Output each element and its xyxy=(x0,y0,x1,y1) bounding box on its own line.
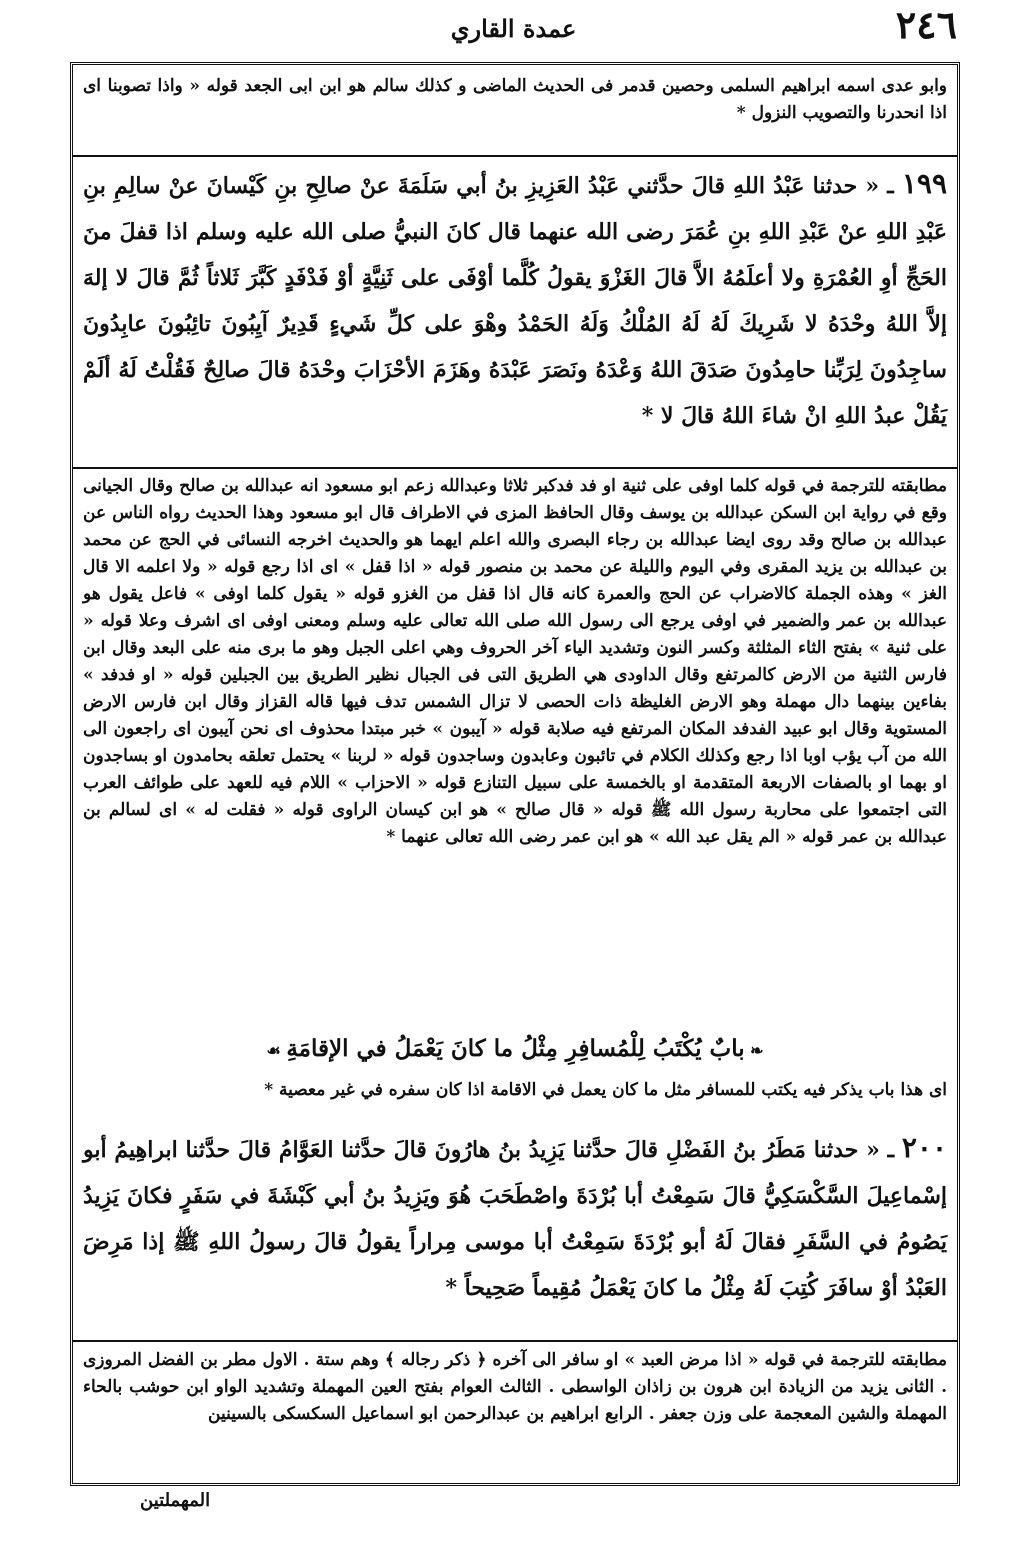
commentary-block-2 xyxy=(83,473,947,851)
hadith-number: ٢٠٠ xyxy=(901,1131,947,1164)
book-title: عمدة القاري xyxy=(450,14,577,43)
commentary-block-3 xyxy=(83,1347,947,1428)
chapter-description xyxy=(83,1077,947,1104)
chapter-heading xyxy=(73,1035,957,1062)
divider xyxy=(73,467,957,469)
ornament-icon: ☙ xyxy=(266,1041,287,1060)
chapter-title: بابٌ يُكْتَبُ لِلْمُسافِرِ مِثْلُ ما كانَ يَعْمَلُ في الإقامَةِ xyxy=(286,1035,745,1062)
commentary-text: اى هذا باب يذكر فيه يكتب للمسافر مثل ما كان يعمل في الاقامة اذا كان سفره في غير معصية * xyxy=(264,1080,947,1100)
page-header xyxy=(70,4,957,56)
ornament-icon: ❧ xyxy=(744,1041,764,1060)
hadith-number: ١٩٩ xyxy=(901,167,947,200)
hadith-paragraph: ١٩٩ ـ « حدثنا عَبْدُ اللهِ قالَ حدَّثني عَبْدُ العَزِيزِ بنُ أبي سَلَمَةَ عنْ صالِحِ بنِ كَيْسانَ عنْ سالِمِ بنِ عَبْدِ اللهِ عنْ عَبْدِ اللهِ بنِ عُمَرَ رضى الله عنهما قال كانَ النبيُّ صلى الله عليه وسلم اذا قفلَ منَ الحَجِّ أوِ العُمْرَةِ ولا أعلَمُهُ الاَّ قالَ الغَزْوَ يقولُ كُلَّما أوْفَى على ثَنِيَّةٍ أوْ فَدْفَدٍ كَبَّرَ ثَلاثاً ثُمَّ قالَ لا إلهَ إلاَّ اللهُ وحْدَهُ لا شَرِيكَ لَهُ لَهُ المُلْكُ وَلَهُ الحَمْدُ وهْوَ على كلِّ شَيءٍ قَدِيرٌ آيِبُونَ تائِبُونَ عابِدُونَ ساجِدُونَ لِرَبِّنا حامِدُونَ صَدَقَ اللهُ وَعْدَهُ ونَصَرَ عَبْدَهُ وهَزَمَ الأحْزَابَ وحْدَهُ قالَ صالِحٌ فَقُلْتُ لَهُ ألَمْ يَقُلْ عبدُ اللهِ انْ شاءَ اللهُ قالَ لا * xyxy=(83,167,947,429)
hadith-lead: حدثنا xyxy=(813,1137,859,1163)
hadith-200 xyxy=(83,1125,947,1311)
page-frame xyxy=(70,62,960,1486)
hadith-199 xyxy=(83,161,947,439)
hadith-paragraph: ٢٠٠ ـ « حدثنا مَطَرُ بنُ الفَضْلِ قالَ حدَّثنا يَزِيدُ بنُ هارُونَ قالَ حدَّثنا العَوَّامُ قالَ حدَّثنا ابراهِيمُ أبو إسْماعِيلَ السَّكْسَكِيُّ قالَ سَمِعْتُ أبا بُرْدَةَ واصْطَحَبَ هُوَ ويَزِيدُ بنُ أبي كَبْشَةَ في سَفَرٍ فكانَ يَزِيدُ يَصُومُ في السَّفَرِ فقالَ لَهُ أبو بُرْدَةَ سَمِعْتُ أبا موسى مِراراً يقولُ قالَ رسولُ اللهِ ﷺ إذا مَرِضَ العَبْدُ أوْ سافَرَ كُتِبَ لَهُ مِثْلُ ما كانَ يَعْمَلُ مُقِيماً صَحِيحاً * xyxy=(83,1131,947,1301)
commentary-text: وابو عدى اسمه ابراهيم السلمى وحصين قدمر فى الحديث الماضى و كذلك سالم هو ابن ابى الجعد قوله « واذا تصوبنا اى اذا انحدرنا والتصويب النزول * xyxy=(83,76,947,123)
commentary-block-1 xyxy=(83,73,947,127)
catchword: المهملتين xyxy=(140,1490,211,1511)
divider xyxy=(73,1340,957,1342)
divider xyxy=(73,155,957,157)
hadith-lead: حدثنا xyxy=(812,173,858,199)
hadith-text: عَبْدُ اللهِ قالَ حدَّثني عَبْدُ العَزِيزِ بنُ أبي سَلَمَةَ عنْ صالِحِ بنِ كَيْسانَ عنْ سالِمِ بنِ عَبْدِ اللهِ عنْ عَبْدِ اللهِ بنِ عُمَرَ رضى الله عنهما قال كانَ النبيُّ صلى الله عليه وسلم اذا قفلَ منَ الحَجِّ أوِ العُمْرَةِ ولا أعلَمُهُ الاَّ قالَ الغَزْوَ يقولُ كُلَّما أوْفَى على ثَنِيَّةٍ أوْ فَدْفَدٍ كَبَّرَ ثَلاثاً ثُمَّ قالَ لا إلهَ إلاَّ اللهُ وحْدَهُ لا شَرِيكَ لَهُ لَهُ المُلْكُ وَلَهُ الحَمْدُ وهْوَ على كلِّ شَيءٍ قَدِيرٌ آيِبُونَ تائِبُونَ عابِدُونَ ساجِدُونَ لِرَبِّنا حامِدُونَ صَدَقَ اللهُ وَعْدَهُ ونَصَرَ عَبْدَهُ وهَزَمَ الأحْزَابَ وحْدَهُ قالَ صالِحٌ فَقُلْتُ لَهُ ألَمْ يَقُلْ عبدُ اللهِ انْ شاءَ اللهُ قالَ لا * xyxy=(83,173,947,429)
page-number: ٢٤٦ xyxy=(895,2,957,47)
commentary-text: مطابقته للترجمة في قوله كلما اوفى على ثنية او فد فدكبر ثلاثا وعبدالله زعم ابو مسعود انه عبدالله بن صالح وقال الجيانى وقع في رواية ابن السكن عبدالله بن يوسف وقال الحافظ المزى في الاطراف قال ابو مسعود وهذا الحديث رواه الناس عن عبدالله بن صالح وقد روى ايضا عبدالله بن رجاء البصرى والله اعلم ايهما هو والحديث اخرجه النسائى في الحج عن محمد بن عبدالله بن يزيد المقرى وفي اليوم والليلة عن محمد بن منصور قوله « اذا قفل » اى اذا رجع قوله « ولا اعلمه الا قال الغز » وهذه الجملة كالاضراب عن الحج والعمرة كانه قال اذا قفل من الغزو قوله « يقول كلما اوفى » فاعل يقول هو عبدالله بن عمر والضمير في اوفى يرجع الى رسول الله صلى الله تعالى عليه وسلم ومعنى اوفى اى اشرف وعلا قوله « على ثنية » بفتح الثاء المثلثة وكسر النون وتشديد الياء آخر الحروف وهي اعلى الجبل وهو ما برى منه على البعد وقال ابن فارس الثنية من الارض كالمرتفع وقال الداودى هي الطريق التى فى الجبال نظير الطريق بين الجبلين قوله « او فدفد » بفاءين بينهما دال مهملة وهو الارض الغليظة ذات الحصى لا تزال الشمس تدف فيها قاله القزاز وقال ابن فارس الارض المستوية وقال ابو عبيد الفدفد المكان المرتفع فيه صلابة قوله « آيبون » خبر مبتدا محذوف اى نحن آيبون اى راجعون الى الله من آب يؤب اوبا اذا رجع وكذلك الكلام في تائبون وعابدون وساجدون قوله « لربنا » يحتمل تعلقه بحامدون او بساجدون او بهما او بالصفات الاربعة المتقدمة او بالخمسة على سبيل التنازع قوله « الاحزاب » اللام فيه للعهد على طوائف العرب التى اجتمعوا على محاربة رسول الله ﷺ قوله « قال صالح » هو ابن كيسان الراوى قوله « فقلت له » اى لسالم بن عبدالله بن عمر قوله « الم يقل عبد الله » هو ابن عمر رضى الله تعالى عنهما * xyxy=(83,476,947,847)
hadith-text: مَطَرُ بنُ الفَضْلِ قالَ حدَّثنا يَزِيدُ بنُ هارُونَ قالَ حدَّثنا العَوَّامُ قالَ حدَّثنا ابراهِيمُ أبو إسْماعِيلَ السَّكْسَكِيُّ قالَ سَمِعْتُ أبا بُرْدَةَ واصْطَحَبَ هُوَ ويَزِيدُ بنُ أبي كَبْشَةَ في سَفَرٍ فكانَ يَزِيدُ يَصُومُ في السَّفَرِ فقالَ لَهُ أبو بُرْدَةَ سَمِعْتُ أبا موسى مِراراً يقولُ قالَ رسولُ اللهِ ﷺ إذا مَرِضَ العَبْدُ أوْ سافَرَ كُتِبَ لَهُ مِثْلُ ما كانَ يَعْمَلُ مُقِيماً صَحِيحاً * xyxy=(83,1137,947,1301)
commentary-text: مطابقته للترجمة في قوله « اذا مرض العبد » او سافر الى آخره ﴿ ذكر رجاله ﴾ وهم ستة . الاول مطر بن الفضل المروزى . الثانى يزيد من الزيادة ابن هرون بن زاذان الواسطى . الثالث العوام بفتح العين المهملة وتشديد الواو ابن حوشب بالحاء المهملة والشين المعجمة على وزن جعفر . الرابع ابراهيم بن عبدالرحمن ابو اسماعيل السكسكى بالسينين xyxy=(83,1350,947,1424)
